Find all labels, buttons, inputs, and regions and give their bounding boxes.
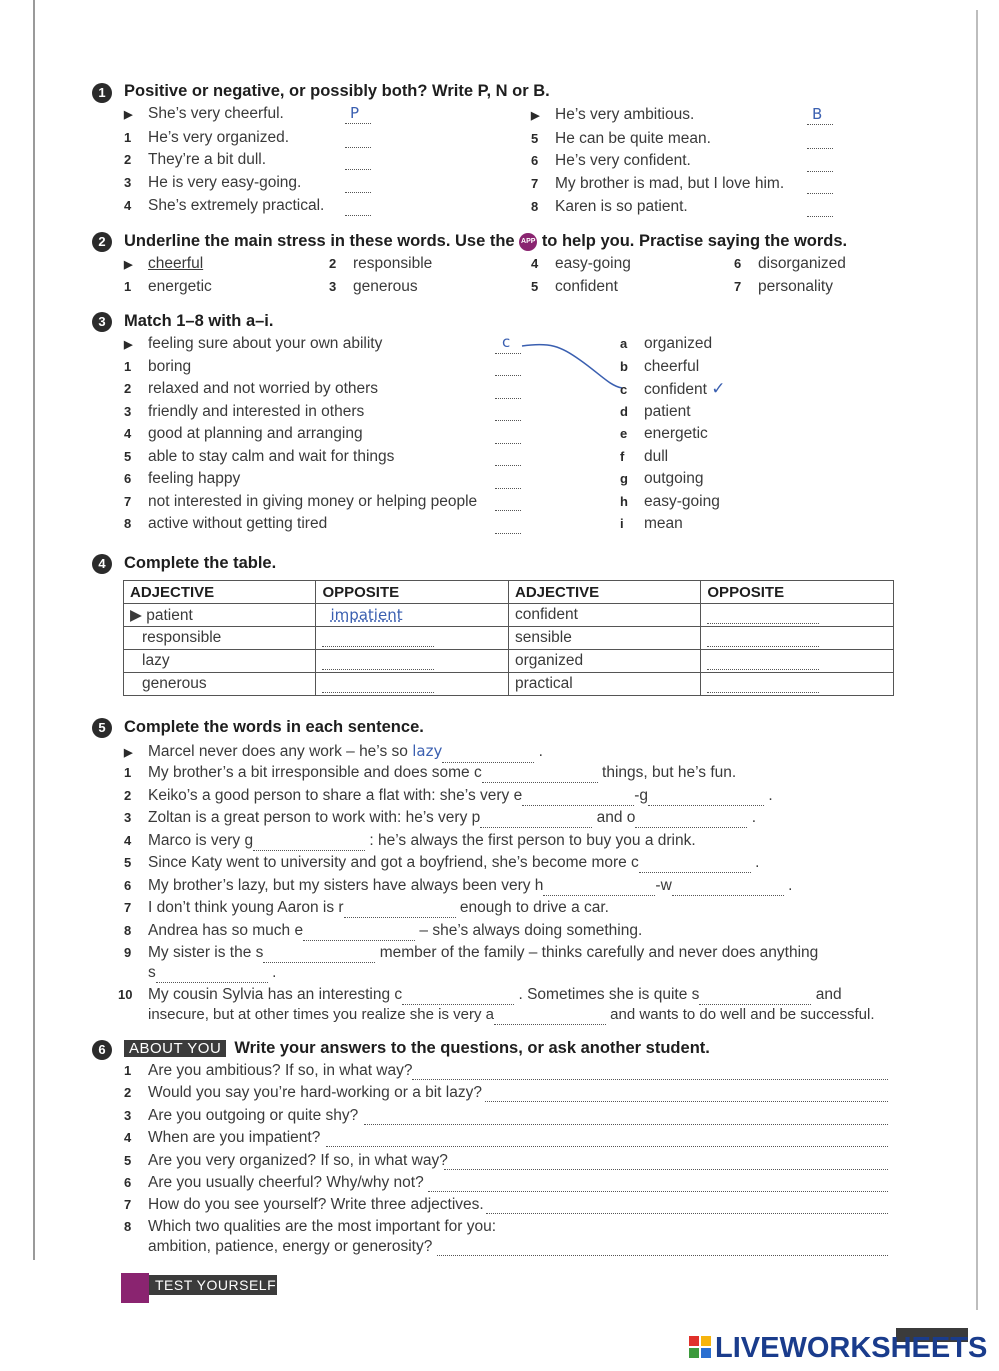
ex5-sentence-example: ▶ Marcel never does any work – he’s so lazy . xyxy=(124,741,543,763)
table-cell-answer[interactable] xyxy=(316,627,509,650)
logo-grid-icon xyxy=(689,1336,711,1358)
ex5-blank[interactable] xyxy=(263,948,375,963)
ex1-answer-example-left: P xyxy=(350,104,360,122)
ex3-definition-2: 2 relaxed and not worried by others xyxy=(124,380,379,397)
ex5-sentence-3: 3 Zoltan is a great person to work with: he’s very p and o . xyxy=(124,809,756,826)
ex1-answer-blank-1[interactable] xyxy=(345,146,371,148)
logo-text: LIVEWORKSHEETS xyxy=(715,1332,988,1364)
table-row xyxy=(124,650,894,673)
ex3-definition-5: 5 able to stay calm and wait for things xyxy=(124,448,395,465)
ex5-blank[interactable] xyxy=(699,990,811,1005)
ex1-answer-blank-8[interactable] xyxy=(807,215,833,217)
ex3-definition-6: 6 feeling happy xyxy=(124,470,241,487)
table-cell-answer[interactable] xyxy=(316,650,509,673)
test-yourself-banner xyxy=(121,1273,277,1297)
ex3-definition-7: 7 not interested in giving money or helping people xyxy=(124,493,478,510)
ex1-item-2: 2 They’re a bit dull. xyxy=(124,151,267,168)
table-cell-answer[interactable] xyxy=(701,627,894,650)
ex6-question-5: 5 Are you very organized? If so, in what way? xyxy=(124,1152,448,1169)
ex1-answer-blank-3[interactable] xyxy=(345,191,371,193)
ex5-blank[interactable] xyxy=(648,791,764,806)
ex6-answer-line[interactable] xyxy=(326,1145,888,1147)
ex5-blank[interactable] xyxy=(303,926,415,941)
table-header: OPPOSITE xyxy=(316,581,509,604)
ex1-answer-blank-6[interactable] xyxy=(807,170,833,172)
ex6-question-2: 2 Would you say you’re hard-working or a bit lazy? xyxy=(124,1084,482,1101)
ex5-sentence-9-cont: s . xyxy=(148,964,277,981)
table-cell-answer[interactable]: impatient xyxy=(316,604,509,627)
ex3-option-b: b cheerful xyxy=(620,358,700,375)
ex6-question-4: 4 When are you impatient? xyxy=(124,1129,321,1146)
ex3-answer-example: c xyxy=(502,333,511,351)
ex1-item-6: 6 He’s very confident. xyxy=(531,152,691,169)
ex6-answer-line[interactable] xyxy=(364,1123,888,1125)
ex5-blank[interactable] xyxy=(672,881,784,896)
ex3-answer-blank-7[interactable] xyxy=(495,509,521,511)
ex6-answer-line[interactable] xyxy=(428,1190,888,1192)
test-yourself-label: TEST YOURSELF xyxy=(149,1275,277,1295)
ex6-answer-line[interactable] xyxy=(444,1168,888,1170)
app-icon: APP xyxy=(519,233,537,251)
table-cell-answer[interactable] xyxy=(316,673,509,696)
table-cell: confident xyxy=(509,604,701,627)
ex3-answer-blank-6[interactable] xyxy=(495,487,521,489)
ex6-question-7: 7 How do you see yourself? Write three adjectives. xyxy=(124,1196,484,1213)
table-cell-answer[interactable] xyxy=(701,604,894,627)
exercise-1-title: Positive or negative, or possibly both? Write P, N or B. xyxy=(124,82,550,100)
ex6-question-8-cont: ambition, patience, energy or generosity? xyxy=(148,1238,433,1255)
ex3-answer-blank-2[interactable] xyxy=(495,397,521,399)
ex3-answer-blank-8[interactable] xyxy=(495,532,521,534)
ex1-item-example-left: ▶ She’s very cheerful. xyxy=(124,105,284,122)
ex1-answer-blank-right[interactable] xyxy=(807,123,833,125)
ex2-word-example: ▶ cheerful xyxy=(124,255,204,272)
exercise-3-number: 3 xyxy=(92,312,112,332)
about-you-tag: ABOUT YOU xyxy=(124,1040,226,1057)
ex5-sentence-1: 1 My brother’s a bit irresponsible and does some c things, but he’s fun. xyxy=(124,764,737,781)
book-icon xyxy=(121,1273,149,1303)
ex5-blank[interactable] xyxy=(344,903,456,918)
scan-edge-left xyxy=(33,0,35,1260)
ex3-option-c: c confident ✓ xyxy=(620,379,726,399)
table-cell: organized xyxy=(509,650,701,673)
ex3-option-a: a organized xyxy=(620,335,713,352)
ex5-blank[interactable] xyxy=(494,1010,606,1025)
ex5-sentence-8: 8 Andrea has so much e – she’s always doing something. xyxy=(124,922,643,939)
adjective-table xyxy=(123,580,894,696)
exercise-2-number: 2 xyxy=(92,232,112,252)
ex3-answer-blank-4[interactable] xyxy=(495,442,521,444)
table-cell: sensible xyxy=(509,627,701,650)
exercise-2-title: Underline the main stress in these words. Use the APP to help you. Practise saying the words. xyxy=(124,232,848,250)
ex6-question-3: 3 Are you outgoing or quite shy? xyxy=(124,1107,359,1124)
ex1-item-8: 8 Karen is so patient. xyxy=(531,198,688,215)
ex3-definition-example: ▶ feeling sure about your own ability xyxy=(124,335,383,352)
ex2-word-3: 3 generous xyxy=(329,278,418,295)
table-cell-answer[interactable] xyxy=(701,673,894,696)
exercise-3-title: Match 1–8 with a–i. xyxy=(124,312,274,330)
table-cell: practical xyxy=(509,673,701,696)
ex5-blank[interactable] xyxy=(635,813,747,828)
ex1-answer-blank-7[interactable] xyxy=(807,192,833,194)
ex5-sentence-6: 6 My brother’s lazy, but my sisters have always been very h -w . xyxy=(124,877,793,894)
ex6-question-8: 8 Which two qualities are the most important for you: xyxy=(124,1218,497,1235)
table-row xyxy=(124,673,894,696)
ex5-blank[interactable] xyxy=(253,836,365,851)
ex5-blank[interactable] xyxy=(482,768,598,783)
ex1-item-3: 3 He is very easy-going. xyxy=(124,174,302,191)
ex2-word-4: 4 easy-going xyxy=(531,255,631,272)
exercise-5-number: 5 xyxy=(92,718,112,738)
ex3-option-h: h easy-going xyxy=(620,493,720,510)
exercise-6-title: ABOUT YOU Write your answers to the questions, or ask another student. xyxy=(124,1039,710,1058)
exercise-1-number: 1 xyxy=(92,83,112,103)
ex5-sentence-2: 2 Keiko’s a good person to share a flat with: she’s very e -g . xyxy=(124,787,773,804)
tick-icon: ✓ xyxy=(711,379,726,399)
ex6-answer-line[interactable] xyxy=(412,1078,888,1080)
ex3-option-f: f dull xyxy=(620,448,669,465)
ex5-blank[interactable] xyxy=(442,748,534,763)
table-header: OPPOSITE xyxy=(701,581,894,604)
ex3-definition-3: 3 friendly and interested in others xyxy=(124,403,365,420)
ex6-answer-line[interactable] xyxy=(486,1212,888,1214)
ex5-sentence-9: 9 My sister is the s member of the family – thinks carefully and never does anything xyxy=(124,944,819,961)
ex6-question-1: 1 Are you ambitious? If so, in what way? xyxy=(124,1062,413,1079)
exercise-6-number: 6 xyxy=(92,1040,112,1060)
table-header-row xyxy=(124,581,894,604)
ex3-option-e: e energetic xyxy=(620,425,708,442)
ex6-answer-line[interactable] xyxy=(485,1100,888,1102)
ex1-item-4: 4 She’s extremely practical. xyxy=(124,197,325,214)
ex1-answer-example-right: B xyxy=(812,105,823,123)
exercise-4-title: Complete the table. xyxy=(124,554,277,572)
ex3-definition-1: 1 boring xyxy=(124,358,192,375)
ex6-answer-line[interactable] xyxy=(437,1254,888,1256)
ex3-answer-blank-5[interactable] xyxy=(495,464,521,466)
ex2-word-7: 7 personality xyxy=(734,278,833,295)
ex2-word-1: 1 energetic xyxy=(124,278,212,295)
ex5-blank[interactable] xyxy=(402,990,514,1005)
ex3-definition-4: 4 good at planning and arranging xyxy=(124,425,363,442)
ex1-item-example-right: ▶ He’s very ambitious. xyxy=(531,106,695,123)
ex3-option-d: d patient xyxy=(620,403,691,420)
ex3-answer-blank[interactable] xyxy=(495,352,521,354)
ex1-answer-blank[interactable] xyxy=(345,122,371,124)
ex6-question-6: 6 Are you usually cheerful? Why/why not? xyxy=(124,1174,424,1191)
table-cell: generous xyxy=(124,673,316,696)
ex5-blank[interactable] xyxy=(543,881,655,896)
table-header: ADJECTIVE xyxy=(509,581,701,604)
exercise-5-title: Complete the words in each sentence. xyxy=(124,718,424,736)
ex2-word-5: 5 confident xyxy=(531,278,618,295)
ex5-blank[interactable] xyxy=(639,858,751,873)
table-row xyxy=(124,604,894,627)
ex5-sentence-10-cont: insecure, but at other times you realize she is very a and wants to do well and be successful. xyxy=(148,1006,875,1023)
ex3-match-line xyxy=(520,340,630,392)
ex5-sentence-5: 5 Since Katy went to university and got a boyfriend, she’s become more c . xyxy=(124,854,760,871)
ex2-word-6: 6 disorganized xyxy=(734,255,846,272)
ex2-word-2: 2 responsible xyxy=(329,255,433,272)
table-row xyxy=(124,627,894,650)
ex5-sentence-7: 7 I don’t think young Aaron is r enough to drive a car. xyxy=(124,899,609,916)
ex5-blank[interactable] xyxy=(480,813,592,828)
table-cell: lazy xyxy=(124,650,316,673)
table-header: ADJECTIVE xyxy=(124,581,316,604)
ex1-answer-blank-2[interactable] xyxy=(345,168,371,170)
ex3-answer-blank-1[interactable] xyxy=(495,374,521,376)
ex3-option-i: i mean xyxy=(620,515,683,532)
table-cell-answer[interactable] xyxy=(701,650,894,673)
ex3-option-g: g outgoing xyxy=(620,470,704,487)
ex1-answer-blank-5[interactable] xyxy=(807,147,833,149)
table-cell: ▶ patient xyxy=(124,604,316,627)
ex1-item-5: 5 He can be quite mean. xyxy=(531,130,711,147)
ex1-answer-blank-4[interactable] xyxy=(345,214,371,216)
ex1-item-1: 1 He’s very organized. xyxy=(124,129,290,146)
ex5-blank[interactable] xyxy=(522,791,634,806)
ex3-answer-blank-3[interactable] xyxy=(495,419,521,421)
exercise-4-number: 4 xyxy=(92,554,112,574)
scan-edge-right xyxy=(976,10,978,1310)
ex3-definition-8: 8 active without getting tired xyxy=(124,515,328,532)
ex5-sentence-4: 4 Marco is very g : he’s always the first person to buy you a drink. xyxy=(124,832,696,849)
ex5-blank[interactable] xyxy=(156,968,268,983)
table-cell: responsible xyxy=(124,627,316,650)
ex5-sentence-10: 10 My cousin Sylvia has an interesting c . Sometimes she is quite s and xyxy=(118,986,842,1003)
ex1-item-7: 7 My brother is mad, but I love him. xyxy=(531,175,785,192)
